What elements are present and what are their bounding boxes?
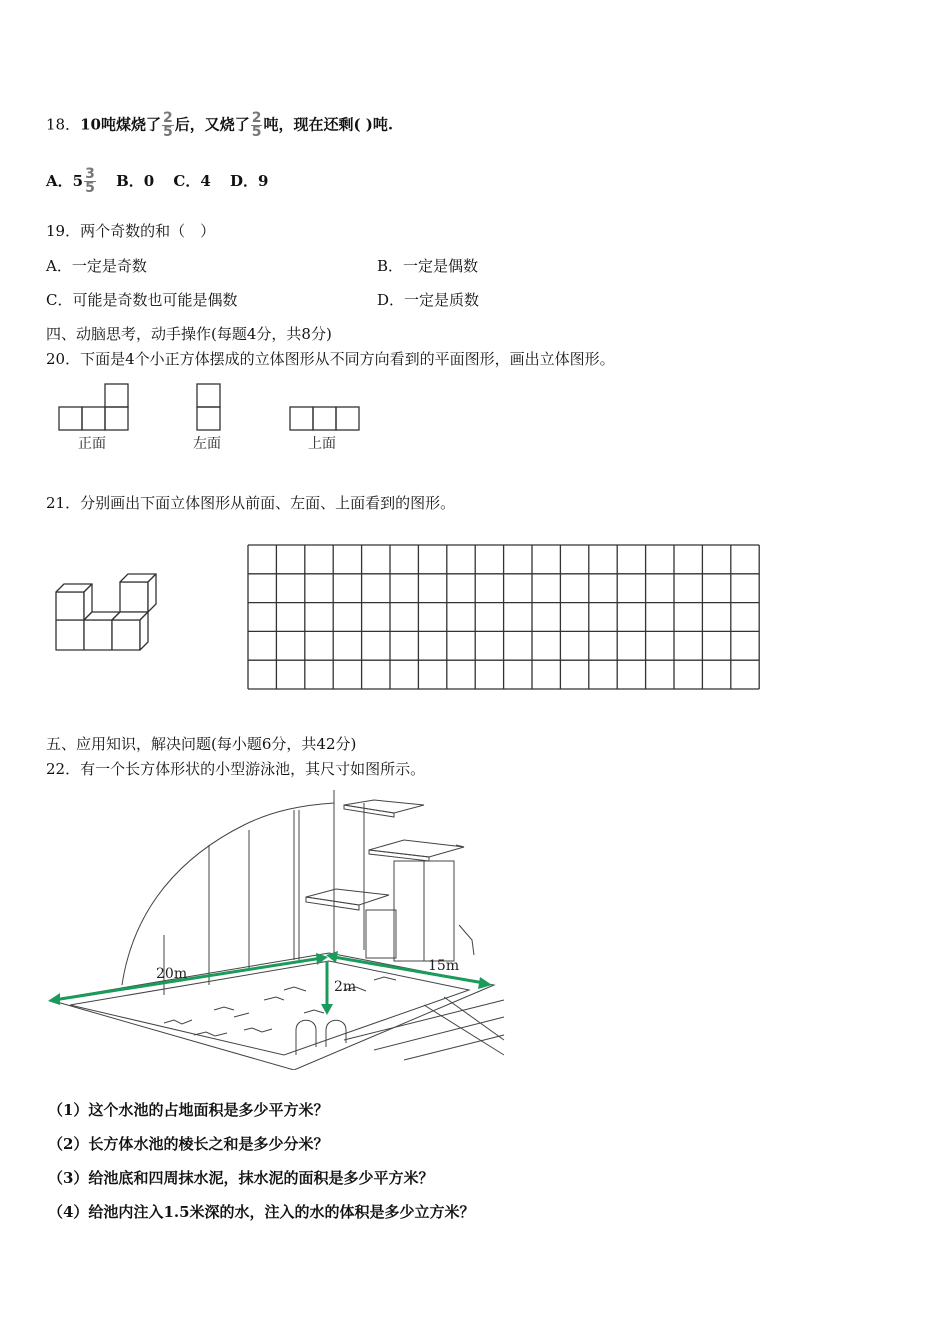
q18-option-c[interactable]: C．4 (173, 171, 211, 190)
pool-depth-label: 2m (334, 979, 357, 995)
q18-text-3: 吨，现在还剩( )吨. (263, 115, 394, 134)
q22-sub-4: （4）给池内注入1.5米深的水，注入的水的体积是多少立方米？ (48, 1203, 475, 1221)
fraction-denominator: 5 (251, 124, 262, 140)
pool-length-label: 20m (156, 966, 188, 982)
q19-stem: 19．两个奇数的和（ ） (46, 222, 216, 240)
q18-fraction-2 (251, 112, 263, 139)
q21-stem: 21．分别画出下面立体图形从前面、左面、上面看到的图形。 (46, 494, 456, 512)
fraction-numerator: 2 (162, 110, 173, 126)
q18-stem (46, 112, 393, 139)
q19-option-d[interactable]: D．一定是质数 (377, 291, 480, 309)
q22-sub-2: （2）长方体水池的棱长之和是多少分米？ (48, 1135, 329, 1153)
q18-option-a[interactable] (46, 166, 97, 196)
view-label-top: 上面 (308, 436, 336, 452)
q18-number: 18． (46, 115, 81, 134)
q18-option-b[interactable]: B．0 (116, 171, 155, 190)
q21-cube-figure (50, 568, 165, 656)
fraction-denominator: 5 (162, 124, 173, 140)
q22-sub-3: （3）给池底和四周抹水泥，抹水泥的面积是多少平方米？ (48, 1169, 434, 1187)
q20-stem: 20．下面是4个小正方体摆成的立体图形从不同方向看到的平面图形，画出立体图形。 (46, 350, 615, 368)
q18-fraction-1 (162, 112, 174, 139)
q19-option-b[interactable]: B．一定是偶数 (377, 257, 479, 275)
q18-option-a-fraction (84, 168, 96, 195)
fraction-denominator: 5 (85, 180, 95, 196)
fraction-numerator: 3 (85, 166, 95, 182)
view-label-left: 左面 (193, 436, 221, 452)
q18-text-1: 10吨煤烧了 (80, 115, 161, 134)
q21-drawing-grid[interactable] (246, 544, 760, 692)
section5-heading: 五、应用知识，解决问题(每小题6分，共42分) (46, 735, 357, 753)
option-label: A． (46, 171, 73, 190)
q18-text-2: 后，又烧了 (174, 115, 250, 134)
q22-stem: 22．有一个长方体形状的小型游泳池，其尺寸如图所示。 (46, 760, 426, 778)
q20-views-figure (50, 378, 380, 458)
mixed-number-whole: 5 (72, 171, 84, 190)
q18-options (46, 168, 269, 195)
q19-option-a[interactable]: A．一定是奇数 (46, 257, 147, 275)
q19-option-c[interactable]: C．可能是奇数也可能是偶数 (46, 291, 238, 309)
view-label-front: 正面 (78, 436, 106, 452)
q18-option-d[interactable]: D．9 (230, 171, 269, 190)
pool-width-label: 15m (428, 958, 460, 974)
fraction-numerator: 2 (251, 110, 262, 126)
q22-pool-figure (44, 785, 506, 1070)
q22-sub-1: （1）这个水池的占地面积是多少平方米？ (48, 1101, 329, 1119)
section4-heading: 四、动脑思考，动手操作(每题4分，共8分) (46, 325, 332, 343)
